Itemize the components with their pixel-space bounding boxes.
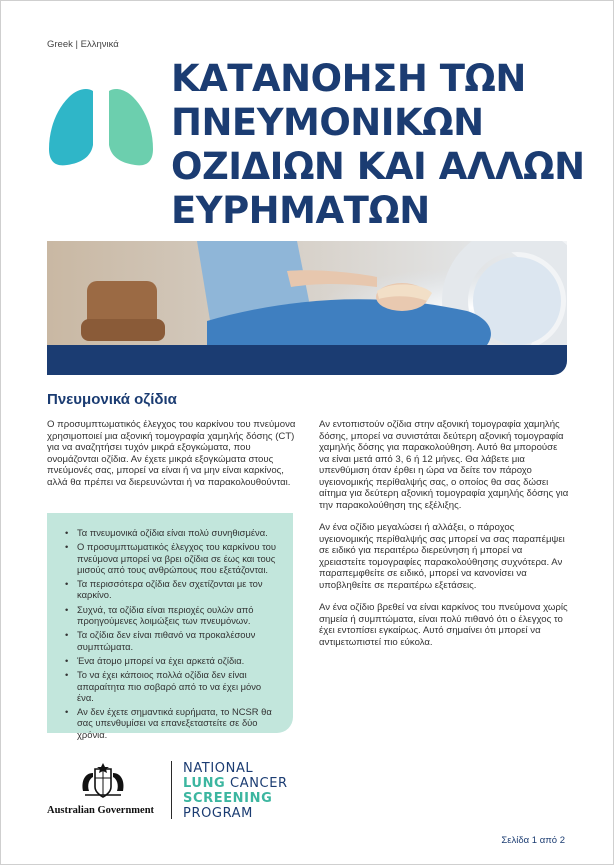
list-item: • Τα οζίδια δεν είναι πιθανό να προκαλέσουν συμπτώματα. (65, 629, 279, 652)
government-name: Australian Government (47, 805, 155, 816)
program-line-2 (183, 776, 288, 791)
program-line-4: PROGRAM (183, 806, 253, 821)
page-title: ΚΑΤΑΝΟΗΣΗ ΤΩΝ ΠΝΕΥΜΟΝΙΚΩΝ ΟΖΙΔΙΩΝ ΚΑΙ ΑΛΛΩΝ ΕΥΡΗΜΑΤΩΝ (171, 57, 585, 232)
right-column (319, 419, 569, 659)
program-logo (183, 761, 288, 821)
list-item: • Τα περισσότερα οζίδια δεν σχετίζονται με τον καρκίνο. (65, 578, 279, 601)
key-facts-box (47, 513, 293, 740)
program-cancer-word: CANCER (225, 776, 288, 791)
language-label: Greek | Ελληνικά (47, 39, 119, 50)
australian-government-logo (47, 761, 161, 821)
list-item: • Αν δεν έχετε σημαντικά ευρήματα, το NCSR θα σας υπενθυμίσει να επανεξεταστείτε σε δύο χρόνια. (65, 706, 279, 740)
page-number: Σελίδα 1 από 2 (501, 835, 565, 846)
program-line-3: SCREENING (183, 791, 273, 806)
list-item: • Ο προσυμπτωματικός έλεγχος του καρκίνου του πνεύμονα μπορεί να βρει οζίδια σε έως και τους μισούς από τους ανθρώπους που εξετάζονται. (65, 541, 279, 575)
key-facts-list (65, 527, 279, 740)
program-lung-word: LUNG (183, 776, 226, 791)
list-item: • Ένα άτομο μπορεί να έχει αρκετά οζίδια. (65, 655, 279, 666)
section-heading: Πνευμονικά οζίδια (47, 391, 177, 408)
list-item: • Τα πνευμονικά οζίδια είναι πολύ συνηθισμένα. (65, 527, 279, 538)
program-line-1: NATIONAL (183, 761, 254, 776)
lungs-icon (47, 87, 155, 169)
paragraph: Αν ένα οζίδιο βρεθεί να είναι καρκίνος του πνεύμονα χωρίς σημεία ή συμπτώματα, είναι πολύ πιθανό ότι ο έλεγχος το έχει εντοπίσει εγκαίρως. Αυτό σημαίνει ότι μπορεί να αντιμετωπιστεί πιο εύκολα. (319, 602, 568, 648)
list-item: • Συχνά, τα οζίδια είναι περιοχές ουλών από προηγούμενες λοιμώξεις των πνευμόνων. (65, 604, 279, 627)
logo-divider (171, 761, 172, 819)
coat-of-arms-icon (75, 761, 131, 799)
list-item: • Το να έχει κάποιος πολλά οζίδια δεν είναι απαραίτητα πιο σοβαρό από το να έχει μόνο ένα. (65, 669, 279, 703)
hero-photo-ct-scan (47, 241, 567, 375)
paragraph: Αν ένα οζίδιο μεγαλώσει ή αλλάξει, ο πάροχος υγειονομικής περίθαλψής σας μπορεί να σας παραπέμψει σε ειδικό για περαιτέρω διερεύνηση ή μπορεί να χρειαστείτε τομογραφίες παρακολούθησης συχνότερα. Αν παραπεμφθείτε σε ειδικό, μπορεί να κανονίσει να υποβληθείτε σε περαιτέρω εξετάσεις. (319, 522, 565, 591)
paragraph: Αν εντοπιστούν οζίδια στην αξονική τομογραφία χαμηλής δόσης, μπορεί να συνιστάται δεύτερη αξονική τομογραφία χαμηλής δόσης για παρακολούθηση. Αυτό θα μπορούσε να είναι μετά από 3, 6 ή 12 μήνες. Θα λάβετε μια υπενθύμιση όταν έρθει η ώρα να δείτε τον πάροχο υγειονομικής περίθαλψής σας, ο οποίος θα σας δώσει αίτημα για δεύτερη αξονική τομογραφία χαμηλής δόσης για την παρακολούθηση της εξέλιξης. (319, 419, 569, 511)
intro-paragraph: Ο προσυμπτωματικός έλεγχος του καρκίνου του πνεύμονα χρησιμοποιεί μια αξονική τομογραφία χαμηλής δόσης (CT) για να αναζητήσει τυχόν μικρά εξογκώματα, που ονομάζονται οζίδια. Αν έχετε μικρά εξογκώματα στους πνεύμονές σας, μπορεί να είναι ή να μην είναι καρκίνος, αλλά θα πρέπει να διερευνώνται ή να παρακολουθούνται. (47, 419, 296, 488)
